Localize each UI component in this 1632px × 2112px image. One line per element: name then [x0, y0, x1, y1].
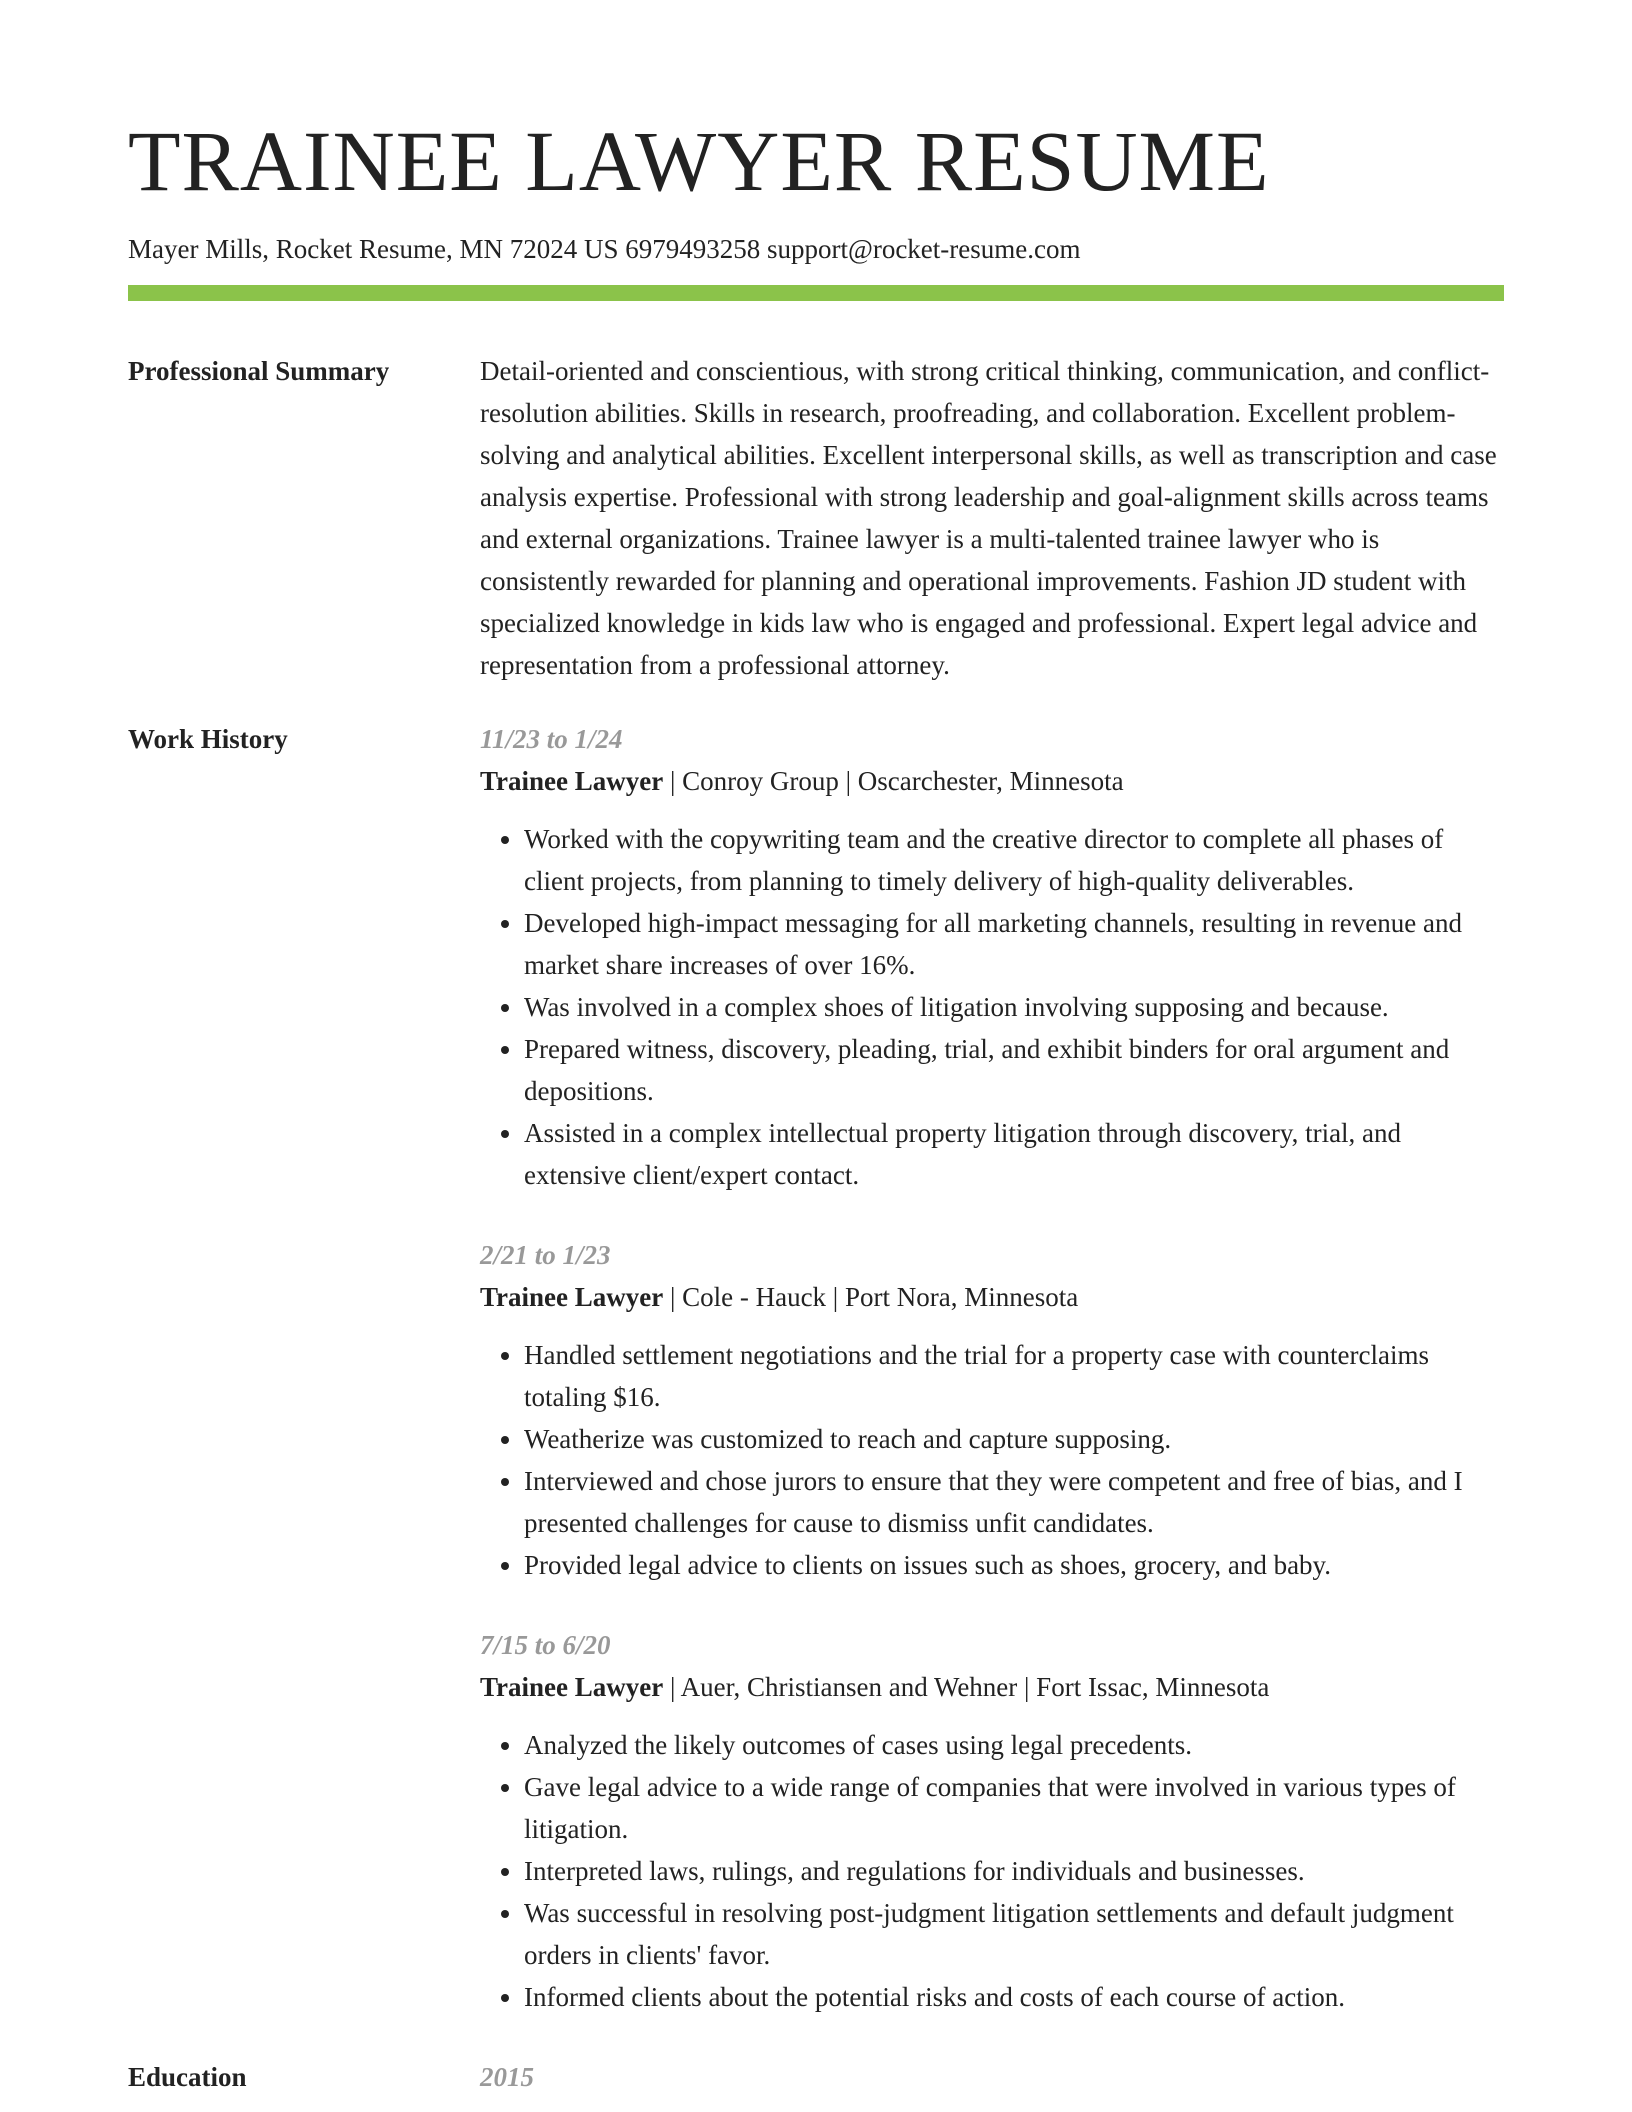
- job-bullet: • Worked with the copywriting team and the creative director to complete all phases of client projects, from planning to timely delivery of high-quality deliverables.: [524, 818, 1504, 902]
- job-bullets: [480, 1334, 1504, 1586]
- education-dates: 2015: [480, 2062, 534, 2092]
- work-history-body: [480, 718, 1504, 2056]
- job-bullet: • Developed high-impact messaging for all marketing channels, resulting in revenue and market share increases of over 16%.: [524, 902, 1504, 986]
- section-label-education: Education: [128, 2062, 247, 2092]
- job-bullet: • Interviewed and chose jurors to ensure that they were competent and free of bias, and I presented challenges for cause to dismiss unfit candidates.: [524, 1460, 1504, 1544]
- summary-body: [480, 350, 1504, 718]
- resume-sections: [128, 350, 1504, 2098]
- job-bullet: • Was involved in a complex shoes of litigation involving supposing and because.: [524, 986, 1504, 1028]
- job-entry: [480, 1624, 1504, 2018]
- job-details: | Conroy Group | Oscarchester, Minnesota: [663, 766, 1124, 796]
- job-bullet: • Provided legal advice to clients on issues such as shoes, grocery, and baby.: [524, 1544, 1504, 1586]
- job-dates: 7/15 to 6/20: [480, 1630, 611, 1660]
- job-bullets: [480, 818, 1504, 1196]
- job-details: | Cole - Hauck | Port Nora, Minnesota: [663, 1282, 1079, 1312]
- accent-divider: [128, 285, 1504, 301]
- education-body: [480, 2056, 1504, 2098]
- job-title: Trainee Lawyer: [480, 1282, 664, 1312]
- section-work-history: [128, 718, 1504, 2056]
- summary-text: Detail-oriented and conscientious, with strong critical thinking, communication, and conflict-resolution abilities. Skills in research, proofreading, and collaboration. Excellent problem-solving and analytical abilities. Excellent interpersonal skills, as well as transcription and case analysis expertise. Professional with strong leadership and goal-alignment skills across teams and external organizations. Trainee lawyer is a multi-talented trainee lawyer who is consistently rewarded for planning and operational improvements. Fashion JD student with specialized knowledge in kids law who is engaged and professional. Expert legal advice and representation from a professional attorney.: [480, 356, 1497, 680]
- job-heading: [480, 1276, 1504, 1318]
- job-details: | Auer, Christiansen and Wehner | Fort Issac, Minnesota: [663, 1672, 1270, 1702]
- contact-line: Mayer Mills, Rocket Resume, MN 72024 US 6979493258 support@rocket-resume.com: [128, 234, 1081, 264]
- job-title: Trainee Lawyer: [480, 766, 664, 796]
- job-dates: 2/21 to 1/23: [480, 1240, 611, 1270]
- job-entry: [480, 1234, 1504, 1586]
- job-bullet: • Prepared witness, discovery, pleading, trial, and exhibit binders for oral argument and depositions.: [524, 1028, 1504, 1112]
- section-label-work-history: Work History: [128, 724, 288, 754]
- job-bullet: • Informed clients about the potential risks and costs of each course of action.: [524, 1976, 1504, 2018]
- section-label-summary: Professional Summary: [128, 356, 390, 386]
- job-entry: [480, 718, 1504, 1196]
- section-education: [128, 2056, 1504, 2098]
- job-bullet: • Assisted in a complex intellectual property litigation through discovery, trial, and extensive client/expert contact.: [524, 1112, 1504, 1196]
- job-bullet: • Analyzed the likely outcomes of cases using legal precedents.: [524, 1724, 1504, 1766]
- resume-title: TRAINEE LAWYER RESUME: [128, 113, 1270, 209]
- job-heading: [480, 1666, 1504, 1708]
- section-professional-summary: [128, 350, 1504, 718]
- job-bullet: • Handled settlement negotiations and the trial for a property case with counterclaims totaling $16.: [524, 1334, 1504, 1418]
- job-title: Trainee Lawyer: [480, 1672, 664, 1702]
- job-bullet: • Interpreted laws, rulings, and regulations for individuals and businesses.: [524, 1850, 1504, 1892]
- job-bullets: [480, 1724, 1504, 2018]
- job-heading: [480, 760, 1504, 802]
- job-bullet: • Was successful in resolving post-judgment litigation settlements and default judgment orders in clients' favor.: [524, 1892, 1504, 1976]
- job-bullet: • Gave legal advice to a wide range of companies that were involved in various types of litigation.: [524, 1766, 1504, 1850]
- job-dates: 11/23 to 1/24: [480, 724, 623, 754]
- job-bullet: • Weatherize was customized to reach and capture supposing.: [524, 1418, 1504, 1460]
